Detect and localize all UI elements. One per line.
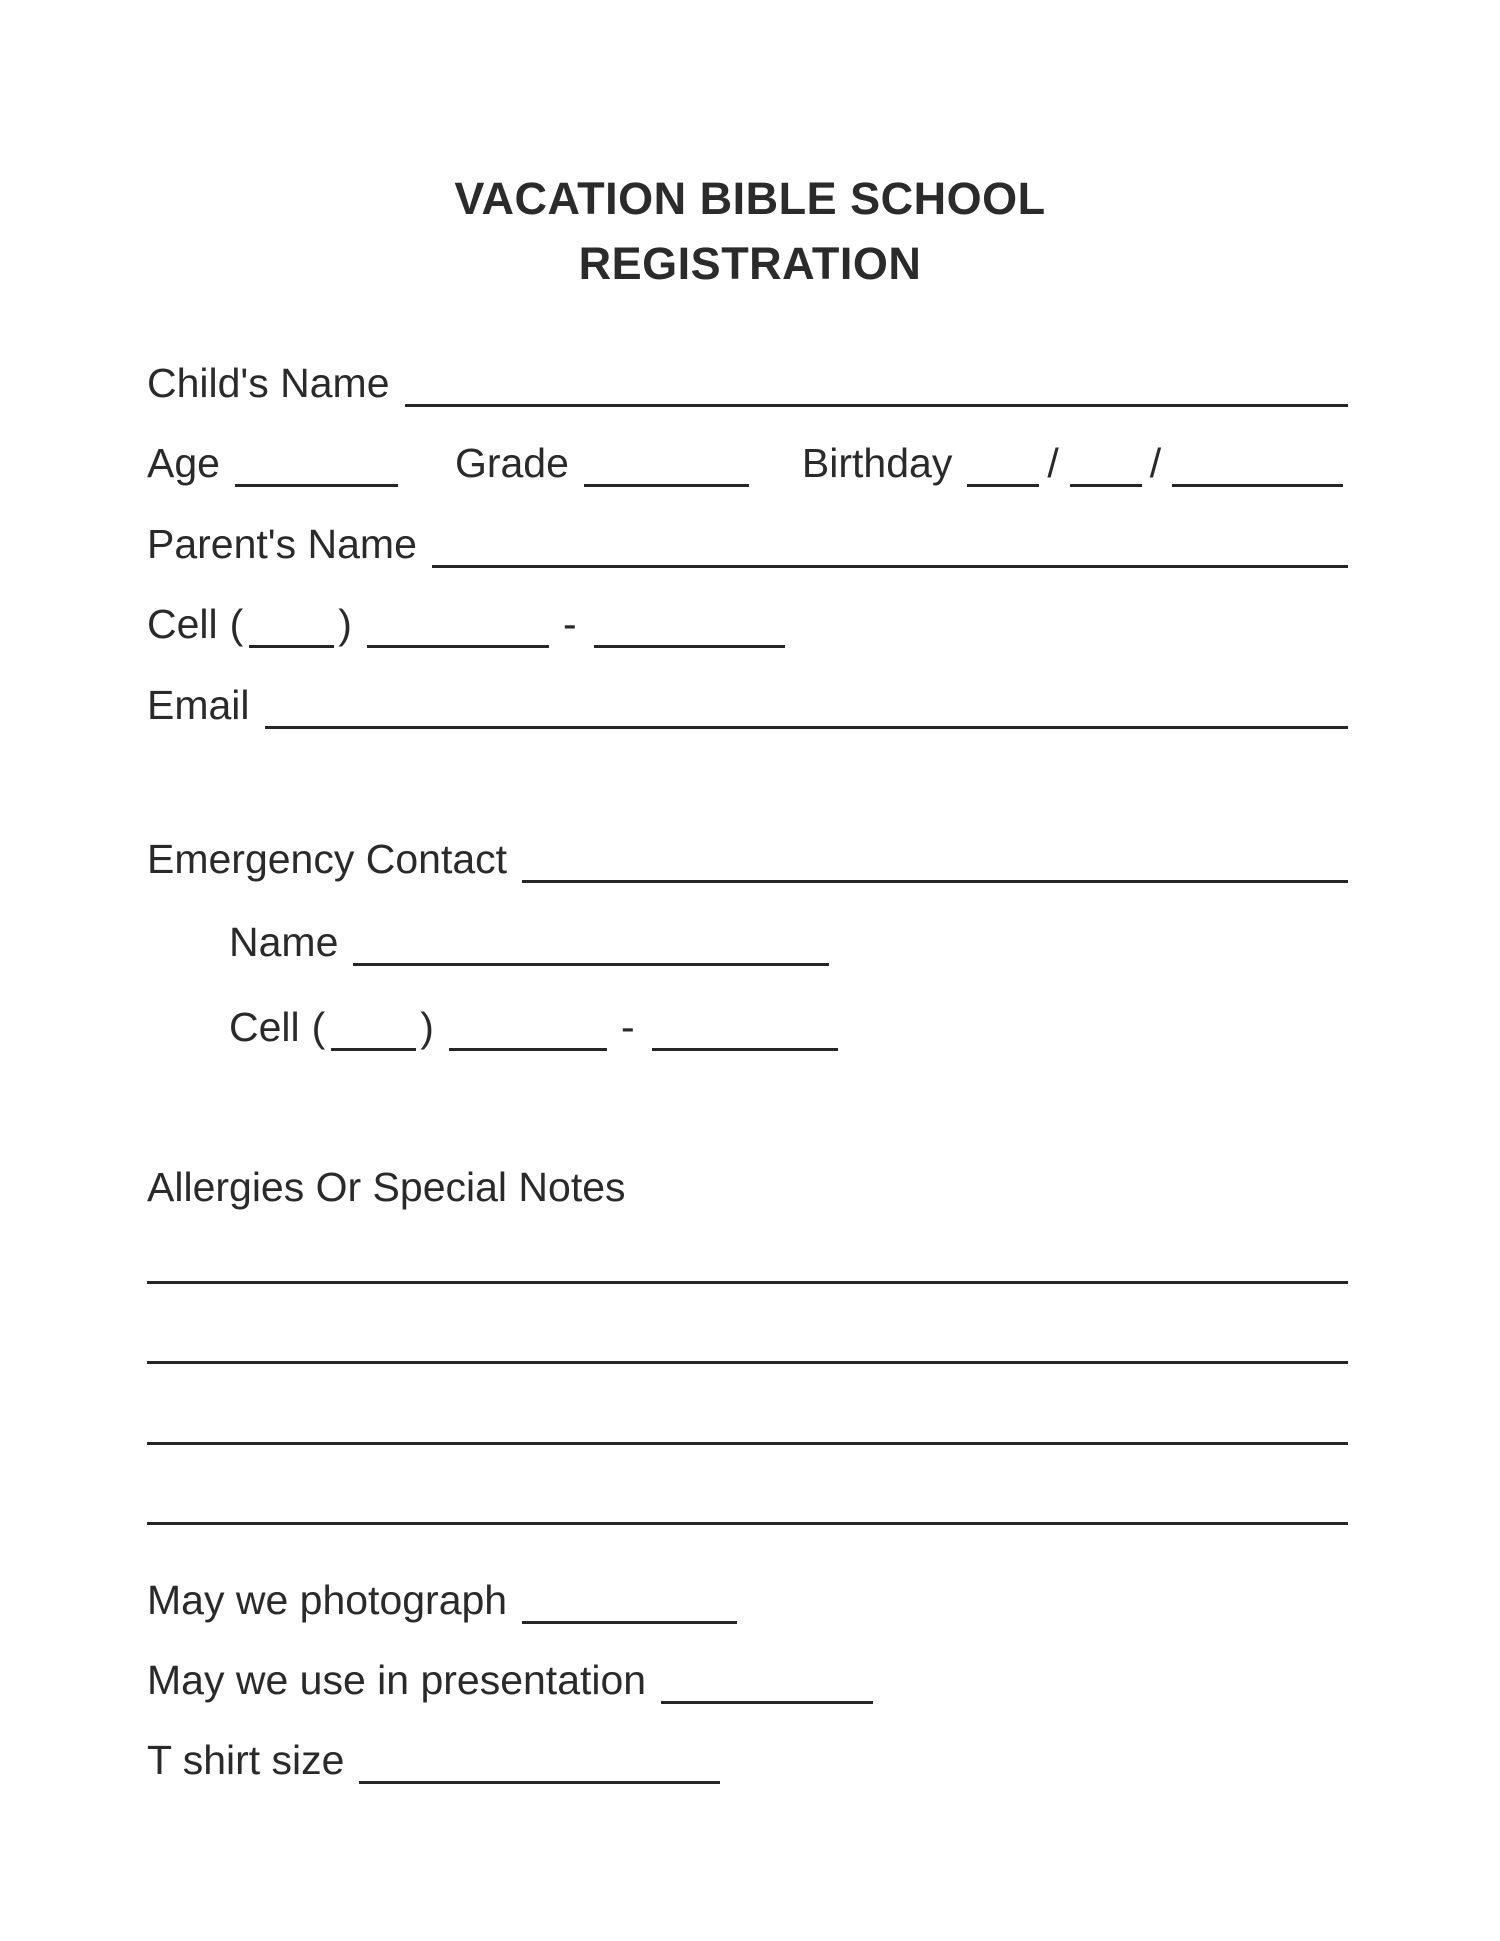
emergency-cell-area-code-blank bbox=[331, 1048, 416, 1051]
presentation-row bbox=[147, 1657, 873, 1703]
allergies-heading-row bbox=[147, 1164, 626, 1210]
grade-label: Grade bbox=[454, 440, 569, 486]
cell-area-code-blank bbox=[249, 645, 334, 648]
birthday-month-blank bbox=[967, 484, 1039, 487]
emergency-cell-paren-open: ( bbox=[311, 1004, 326, 1050]
form-title-line2: REGISTRATION bbox=[578, 238, 922, 289]
email-label: Email bbox=[147, 682, 250, 728]
emergency-name-label: Name bbox=[229, 919, 339, 965]
cell-prefix-blank bbox=[367, 645, 549, 648]
cell-hyphen: - bbox=[562, 601, 577, 647]
age-blank bbox=[235, 484, 398, 487]
photograph-blank bbox=[522, 1621, 737, 1624]
notes-line-1 bbox=[147, 1281, 1348, 1284]
parents-name-row bbox=[147, 521, 1348, 567]
birthday-slash-2: / bbox=[1149, 440, 1162, 486]
cell-label: Cell bbox=[147, 601, 218, 647]
age-label: Age bbox=[147, 440, 220, 486]
emergency-name-blank bbox=[353, 963, 829, 966]
photograph-label: May we photograph bbox=[147, 1577, 508, 1623]
cell-number-blank bbox=[594, 645, 785, 648]
emergency-contact-label: Emergency Contact bbox=[147, 836, 508, 882]
emergency-cell-number-blank bbox=[652, 1048, 838, 1051]
parents-name-blank bbox=[432, 565, 1348, 568]
emergency-contact-blank bbox=[522, 880, 1348, 883]
childs-name-label: Child's Name bbox=[147, 360, 390, 406]
notes-line-2 bbox=[147, 1361, 1348, 1364]
photograph-row bbox=[147, 1577, 737, 1623]
emergency-contact-row bbox=[147, 836, 1348, 882]
age-grade-birthday-row bbox=[147, 440, 1343, 486]
emergency-cell-label: Cell bbox=[229, 1004, 300, 1050]
notes-line-4 bbox=[147, 1522, 1348, 1525]
email-row bbox=[147, 682, 1348, 728]
emergency-name-row bbox=[229, 919, 829, 965]
email-blank bbox=[265, 726, 1348, 729]
cell-paren-close: ) bbox=[338, 601, 352, 647]
emergency-cell-prefix-blank bbox=[449, 1048, 607, 1051]
birthday-year-blank bbox=[1172, 484, 1343, 487]
emergency-cell-hyphen: - bbox=[620, 1004, 635, 1050]
parents-name-label: Parent's Name bbox=[147, 521, 417, 567]
emergency-cell-row bbox=[229, 1004, 838, 1050]
cell-row bbox=[147, 601, 785, 647]
tshirt-size-label: T shirt size bbox=[147, 1737, 345, 1783]
birthday-label: Birthday bbox=[801, 440, 953, 486]
emergency-cell-paren-close: ) bbox=[420, 1004, 434, 1050]
cell-paren-open: ( bbox=[229, 601, 244, 647]
presentation-label: May we use in presentation bbox=[147, 1657, 647, 1703]
form-title bbox=[0, 166, 1500, 296]
birthday-day-blank bbox=[1070, 484, 1142, 487]
presentation-blank bbox=[661, 1701, 873, 1704]
allergies-heading: Allergies Or Special Notes bbox=[147, 1164, 626, 1210]
childs-name-blank bbox=[405, 404, 1348, 407]
form-title-line1: VACATION BIBLE SCHOOL bbox=[454, 173, 1046, 224]
notes-line-3 bbox=[147, 1442, 1348, 1445]
childs-name-row bbox=[147, 360, 1348, 406]
tshirt-size-row bbox=[147, 1737, 720, 1783]
birthday-slash-1: / bbox=[1047, 440, 1059, 486]
tshirt-size-blank bbox=[359, 1781, 720, 1784]
grade-blank bbox=[584, 484, 749, 487]
